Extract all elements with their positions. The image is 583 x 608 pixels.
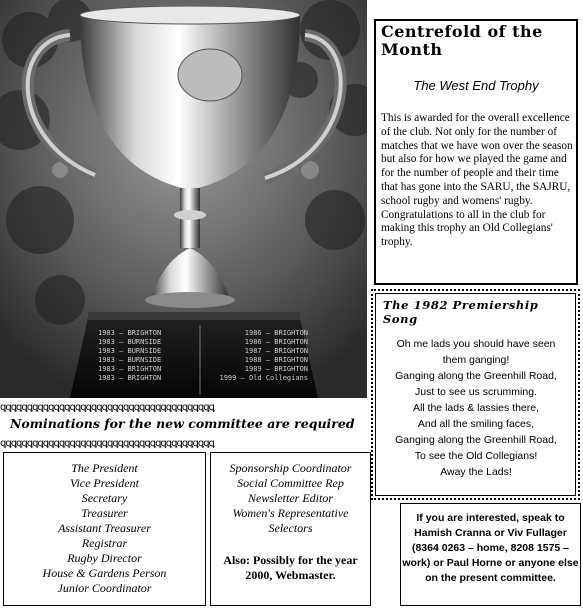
song-line: Ganging along the Greenhill Road, <box>395 370 557 382</box>
list-item: Women's Representative <box>232 506 349 520</box>
list-item: House & Gardens Person <box>42 566 167 580</box>
song-title: The 1982 Premiership Song <box>383 298 539 326</box>
list-item: Rugby Director <box>67 551 142 565</box>
song-line: All the lads & lassies there, <box>412 402 540 414</box>
song-line: Away the Lads! <box>440 466 512 478</box>
plate-row: 1983 — BURNSIDE 1988 — BRIGHTON <box>98 356 308 364</box>
list-item: Treasurer <box>81 506 128 520</box>
list-item: Secretary <box>81 491 128 505</box>
song-line: To see the Old Collegians! <box>414 450 538 462</box>
positions-list-middle <box>210 452 371 606</box>
contact-box: If you are interested, speak to Hamish Cranna or Viv Fullager (8364 0263 – home, 8208 1575 – work) or Paul Horne or anyone else on the present committee. <box>400 503 581 606</box>
song-line: Just to see us scrumming. <box>415 386 537 398</box>
list-item: Vice President <box>70 476 139 490</box>
centrefold-title: Centrefold of the Month <box>381 22 543 59</box>
ornament-border-top: ꝗꝗꝗꝗꝗꝗꝗꝗꝗꝗꝗꝗꝗꝗꝗꝗꝗꝗꝗꝗꝗꝗꝗꝗꝗꝗꝗꝗꝗꝗꝗꝗꝗꝗꝗꝗꝗꝗꝗꝗ <box>0 402 214 413</box>
plate-row: 1983 — BURNSIDE 1987 — BRIGHTON <box>98 347 308 355</box>
list-item: Sponsorship Coordinator <box>229 461 352 475</box>
song-line: Ganging along the Greenhill Road, <box>395 434 557 446</box>
list-item: Newsletter Editor <box>248 491 333 505</box>
trophy-plate <box>98 329 308 383</box>
plate-row: 1983 — BRIGHTON 1986 — BRIGHTON <box>98 329 308 337</box>
song-line: And all the smiling faces, <box>417 418 535 430</box>
centrefold-subtitle: The West End Trophy <box>413 78 539 93</box>
also-webmaster-note: Also: Possibly for the year 2000, Webmaster. <box>223 553 358 582</box>
centrefold-box <box>374 19 578 285</box>
plate-row: 1983 — BURNSIDE 1986 — BRIGHTON <box>98 338 308 346</box>
positions-list-left <box>3 452 206 606</box>
plate-row: 1983 — BRIGHTON 1989 — BRIGHTON <box>98 365 308 373</box>
list-item: Social Committee Rep <box>237 476 344 490</box>
plate-row: 1983 — BRIGHTON 1999 — Old Collegians <box>98 374 308 382</box>
centrefold-body: This is awarded for the overall excellence of the club. Not only for the number of matches that we have won over the season but also for how we played the game and for the number of people and their time that has gone into the SARU, the SAJRU, school rugby and womens' rugby. Congratulations to all in the club for making this trophy an Old Collegians' trophy. <box>381 112 573 249</box>
list-item: Registrar <box>81 536 128 550</box>
list-item: Junior Coordinator <box>57 581 152 595</box>
list-item: The President <box>71 461 138 475</box>
song-line: them ganging! <box>442 354 510 366</box>
song-lyrics <box>381 336 571 480</box>
premiership-song-box <box>371 289 580 500</box>
nominations-heading: Nominations for the new committee are required <box>10 416 355 431</box>
song-line: Oh me lads you should have seen <box>396 338 556 350</box>
ornament-border-bottom: ꝗꝗꝗꝗꝗꝗꝗꝗꝗꝗꝗꝗꝗꝗꝗꝗꝗꝗꝗꝗꝗꝗꝗꝗꝗꝗꝗꝗꝗꝗꝗꝗꝗꝗꝗꝗꝗꝗꝗꝗ <box>0 438 214 449</box>
list-item: Selectors <box>268 521 313 535</box>
list-item: Assistant Treasurer <box>58 521 151 535</box>
